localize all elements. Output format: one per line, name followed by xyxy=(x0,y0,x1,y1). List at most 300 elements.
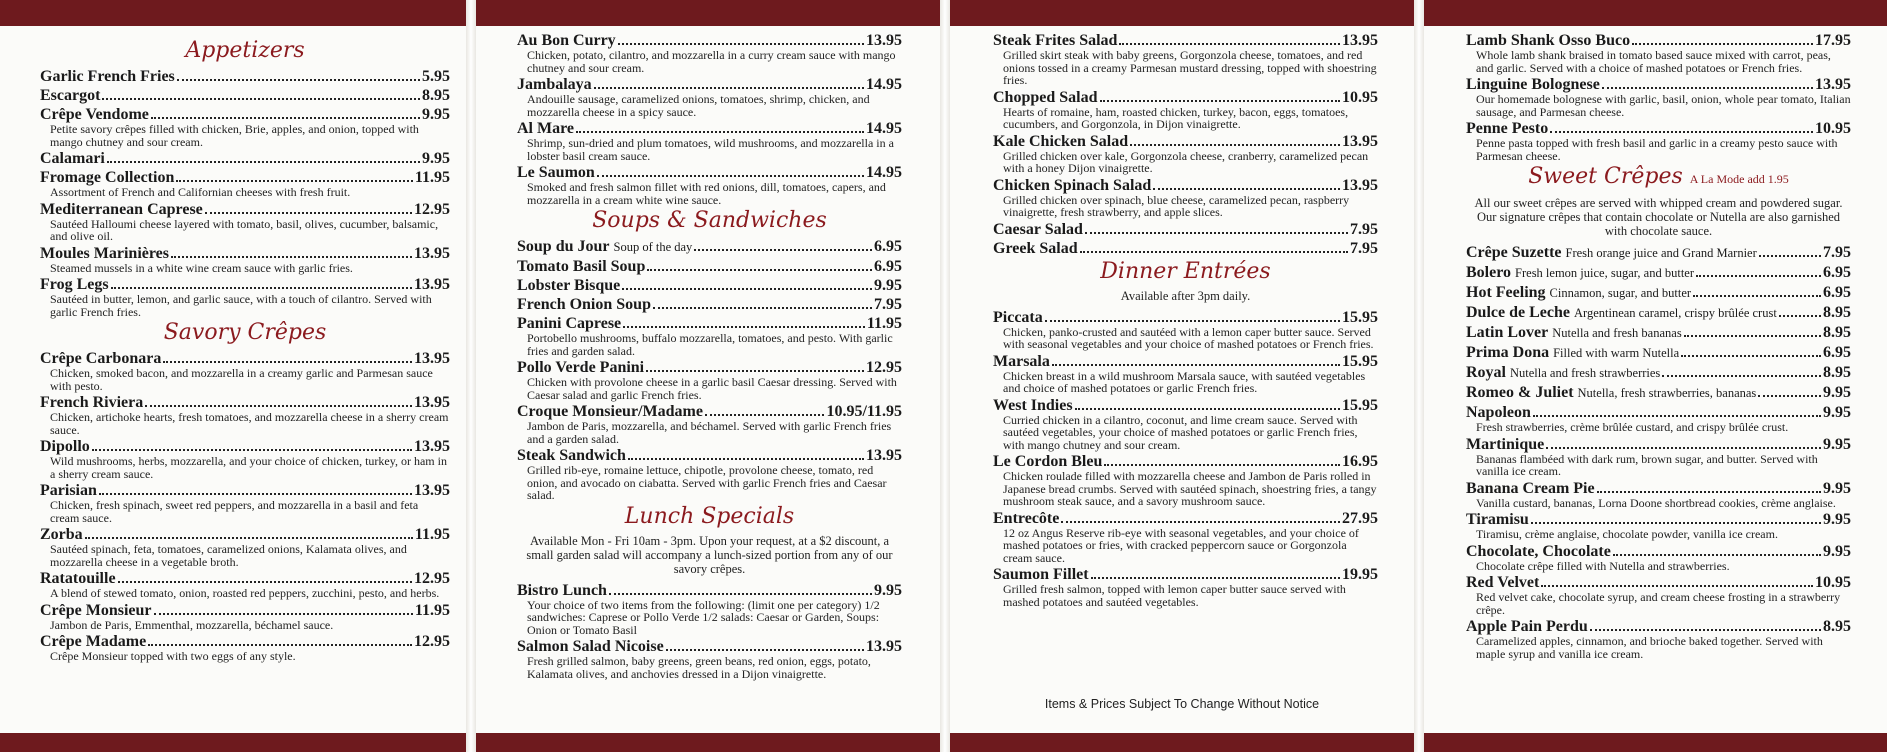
menu-item-row xyxy=(1466,76,1851,93)
item-name: Salmon Salad Nicoise xyxy=(517,638,664,655)
menu-section xyxy=(517,208,902,502)
item-name: Frog Legs xyxy=(40,276,109,293)
item-price: 13.95 xyxy=(414,438,450,455)
item-price: 8.95 xyxy=(1823,324,1851,341)
item-description: Shrimp, sun-dried and plum tomatoes, wild mushrooms, and mozzarella in a lobster basil cream sauce. xyxy=(527,136,894,163)
item-description: Grilled chicken over spinach, blue cheese, caramelized pecan, raspberry vinaigrette, fresh strawberry, and apple slices. xyxy=(1003,192,1350,219)
item-name: Martinique xyxy=(1466,435,1545,453)
item-price: 6.95 xyxy=(874,258,902,275)
menu-item-row xyxy=(40,150,450,167)
menu-item-calamari xyxy=(40,150,450,167)
menu-item-row xyxy=(40,87,450,104)
menu-item-moules-marinieres xyxy=(40,245,450,275)
dot-leader xyxy=(1684,335,1821,337)
item-price: 19.95 xyxy=(1342,566,1378,583)
menu-item-crepe-monsieur xyxy=(40,602,450,632)
menu-item-row xyxy=(40,570,450,587)
menu-item-row xyxy=(517,32,902,49)
menu-item-row xyxy=(1466,511,1851,528)
menu-item-row xyxy=(993,566,1378,583)
dot-leader xyxy=(597,175,864,177)
item-price: 5.95 xyxy=(422,68,450,85)
item-name: Croque Monsieur/Madame xyxy=(517,403,703,420)
item-name: Parisian xyxy=(40,482,97,499)
item-inline-description: Soup of the day xyxy=(613,240,693,254)
item-inline-description: Fresh lemon juice, sugar, and butter xyxy=(1515,266,1694,280)
item-description: Whole lamb shank braised in tomato based sauce mixed with carrot, peas, and garlic. Served with a choice of mashed potatoes or French fries. xyxy=(1476,48,1831,75)
dot-leader xyxy=(1085,232,1348,234)
item-description: Sautéed Halloumi cheese layered with tomato, basil, olives, cucumber, balsamic, and olive oil. xyxy=(50,216,439,243)
menu-item-prima-dona xyxy=(1466,344,1851,362)
menu-item-tiramisu xyxy=(1466,511,1851,541)
dot-leader xyxy=(107,161,420,163)
dot-leader xyxy=(622,288,872,290)
item-price: 9.95 xyxy=(1823,404,1851,421)
item-price: 14.95 xyxy=(866,164,902,181)
item-description: Fresh strawberries, crème brûlée custard, and crispy brûlée crust. xyxy=(1476,420,1789,434)
item-description: Grilled fresh salmon, topped with lemon caper butter sauce served with mashed potatoes and sautéed vegetables. xyxy=(1003,582,1346,609)
item-price: 9.95 xyxy=(874,581,902,599)
item-price: 13.95 xyxy=(1342,176,1378,194)
item-description: A blend of stewed tomato, onion, roasted red peppers, zucchini, pesto, and herbs. xyxy=(50,586,440,600)
menu-item-lamb-shank-osso-buco xyxy=(1466,32,1851,74)
item-price: 8.95 xyxy=(1823,618,1851,635)
item-description: Chicken breast in a wild mushroom Marsala sauce, with sautéed vegetables and choice of mashed potatoes or garlic French fries. xyxy=(1003,368,1366,395)
menu-item-le-cordon-bleu xyxy=(993,453,1378,508)
dot-leader xyxy=(1550,131,1813,133)
dot-leader xyxy=(163,361,412,363)
menu-item-greek-salad xyxy=(993,240,1378,257)
item-price: 12.95 xyxy=(866,359,902,376)
item-name: Escargot xyxy=(40,87,101,104)
menu-item-west-indies xyxy=(993,397,1378,452)
menu-item-caesar-salad xyxy=(993,221,1378,238)
menu-item-row xyxy=(1466,120,1851,137)
menu-item-row xyxy=(993,453,1378,470)
dot-leader xyxy=(148,644,412,646)
dot-leader xyxy=(1153,188,1340,190)
dot-leader xyxy=(705,414,825,416)
menu-item-row xyxy=(40,526,450,543)
item-price: 16.95 xyxy=(1342,453,1378,470)
dot-leader xyxy=(1104,464,1340,466)
item-name: Chicken Spinach Salad xyxy=(993,176,1152,194)
item-name: Al Mare xyxy=(517,120,575,137)
item-name: Red Velvet xyxy=(1466,574,1540,591)
menu-item-red-velvet xyxy=(1466,574,1851,616)
item-name: Dulce de Leche xyxy=(1466,304,1570,321)
menu-item-apple-pain-perdu xyxy=(1466,618,1851,660)
item-name: Crêpe Carbonara xyxy=(40,350,162,367)
item-description: 12 oz Angus Reserve rib-eye with seasonal vegetables, and your choice of mashed potatoes or fries, with cracked peppercorn sauce or Gorgonzola cream sauce. xyxy=(1003,525,1359,565)
item-description: Chicken, panko-crusted and sautéed with a lemon caper butter sauce. Served with seasonal vegetables and your choice of mashed potatoes or French fries. xyxy=(1003,324,1374,351)
item-name: Bistro Lunch xyxy=(517,581,607,599)
menu-item-row xyxy=(993,221,1378,238)
menu-item-chocolate-chocolate xyxy=(1466,543,1851,573)
item-name: Tomato Basil Soup xyxy=(517,258,646,275)
menu-item-hot-feeling xyxy=(1466,284,1851,302)
item-name: Chocolate, Chocolate xyxy=(1466,542,1611,560)
menu-item-row xyxy=(517,76,902,93)
dot-leader xyxy=(92,449,412,451)
item-price: 11.95 xyxy=(414,526,450,543)
dot-leader xyxy=(85,537,413,539)
item-price: 15.95 xyxy=(1342,352,1378,370)
menu-item-row xyxy=(517,403,902,420)
item-description: Caramelized apples, cinnamon, and brioche baked together. Served with maple syrup and vanilla ice cream. xyxy=(1476,634,1823,661)
menu-item-ratatouille xyxy=(40,570,450,600)
menu-item-steak-sandwich xyxy=(517,447,902,502)
menu-item-row xyxy=(1466,324,1851,342)
item-price: 8.95 xyxy=(1823,364,1851,381)
item-description: Sautéed spinach, feta, tomatoes, caramelized onions, Kalamata olives, and mozzarella cheese in a vegetable broth. xyxy=(50,542,407,569)
item-name: Crêpe Suzette xyxy=(1466,244,1562,261)
menu-item-banana-cream-pie xyxy=(1466,480,1851,510)
item-inline-description: Fresh orange juice and Grand Marnier xyxy=(1565,246,1757,260)
item-price: 7.95 xyxy=(1350,220,1378,238)
dot-leader xyxy=(576,131,864,133)
item-name: Tiramisu xyxy=(1466,511,1529,528)
item-name: Linguine Bolognese xyxy=(1466,76,1600,93)
item-name: Garlic French Fries xyxy=(40,68,175,85)
menu-section xyxy=(1466,164,1851,660)
item-price: 10.95 xyxy=(1815,574,1851,591)
menu-item-panini-caprese xyxy=(517,315,902,357)
dot-leader xyxy=(1541,585,1813,587)
item-name: Greek Salad xyxy=(993,239,1078,257)
dot-leader xyxy=(177,79,420,81)
item-name: Au Bon Curry xyxy=(517,32,616,49)
menu-section xyxy=(993,32,1378,257)
menu-panel-2 xyxy=(476,26,940,733)
menu-section xyxy=(40,38,450,318)
menu-item-piccata xyxy=(993,309,1378,351)
item-description: Andouille sausage, caramelized onions, tomatoes, shrimp, chicken, and mozzarella cheese in a spicy sauce. xyxy=(527,92,870,119)
item-inline-description: Nutella, fresh strawberries, bananas xyxy=(1577,386,1757,400)
item-price: 9.95 xyxy=(1823,511,1851,528)
section-note: All our sweet crêpes are served with whipped cream and powdered sugar. Our signature crêpes that contain chocolate or Nutella are also garnished with chocolate sauce. xyxy=(1474,196,1843,238)
item-price: 10.95/11.95 xyxy=(826,403,902,420)
section-title-text: Lunch Specials xyxy=(624,503,795,529)
section-title-text: Dinner Entrées xyxy=(1100,258,1271,284)
dot-leader xyxy=(1045,320,1340,322)
item-description: Vanilla custard, bananas, Lorna Doone shortbread cookies, crème anglaise. xyxy=(1476,495,1836,510)
item-price: 7.95 xyxy=(874,296,902,313)
menu-item-row xyxy=(1466,264,1851,282)
item-price: 13.95 xyxy=(414,244,450,262)
item-description: Assortment of French and Californian cheeses with fresh fruit. xyxy=(50,185,351,199)
menu-item-chopped-salad xyxy=(993,89,1378,131)
menu-item-row xyxy=(40,276,450,293)
item-description: Jambon de Paris, mozzarella, and béchamel. Served with garlic French fries and a garden salad. xyxy=(527,419,892,446)
item-name: Pollo Verde Panini xyxy=(517,359,645,376)
item-name: Soup du Jour xyxy=(517,238,610,255)
item-price: 11.95 xyxy=(414,601,450,619)
menu-item-mediterranean-caprese xyxy=(40,201,450,243)
section-title xyxy=(517,504,902,530)
menu-item-crepe-suzette xyxy=(1466,244,1851,262)
dot-leader xyxy=(111,287,412,289)
menu-item-row xyxy=(1466,284,1851,302)
item-description: Tiramisu, crème anglaise, chocolate powder, vanilla ice cream. xyxy=(1476,527,1778,541)
dot-leader xyxy=(1533,415,1821,417)
menu-item-row xyxy=(517,359,902,376)
menu-item-row xyxy=(1466,32,1851,49)
menu-item-row xyxy=(40,68,450,85)
menu-item-row xyxy=(40,633,450,650)
item-name: French Riviera xyxy=(40,394,144,411)
menu-item-row xyxy=(40,201,450,218)
menu-item-royal xyxy=(1466,364,1851,382)
dot-leader xyxy=(1091,577,1340,579)
dot-leader xyxy=(118,581,412,583)
item-description: Chicken, smoked bacon, and mozzarella in a creamy garlic and Parmesan sauce with pesto. xyxy=(50,366,433,393)
dot-leader xyxy=(653,307,872,309)
item-price: 14.95 xyxy=(866,76,902,93)
menu-item-marsala xyxy=(993,353,1378,395)
item-price: 7.95 xyxy=(1823,244,1851,261)
item-name: Banana Cream Pie xyxy=(1466,479,1595,497)
menu-item-row xyxy=(993,510,1378,527)
menu-item-salmon-salad-nicoise xyxy=(517,638,902,680)
dot-leader xyxy=(1052,364,1340,366)
menu-section xyxy=(993,259,1378,609)
item-description: Crêpe Monsieur topped with two eggs of any style. xyxy=(50,649,296,663)
menu-item-chicken-spinach-salad xyxy=(993,177,1378,219)
item-price: 9.95 xyxy=(422,106,450,123)
item-name: Dipollo xyxy=(40,438,90,455)
item-price: 13.95 xyxy=(1342,32,1378,49)
dot-leader xyxy=(609,593,872,595)
menu-item-entrecote xyxy=(993,510,1378,565)
item-price: 13.95 xyxy=(414,350,450,367)
dot-leader xyxy=(1602,87,1813,89)
item-name: Caesar Salad xyxy=(993,220,1083,238)
menu-item-row xyxy=(1466,404,1851,421)
section-subtitle: A La Mode add 1.95 xyxy=(1689,172,1789,186)
item-description: Chicken, potato, cilantro, and mozzarella in a curry cream sauce with mango chutney and sour cream. xyxy=(527,48,896,75)
dot-leader xyxy=(1119,43,1340,45)
section-title xyxy=(517,208,902,234)
section-title xyxy=(40,320,450,346)
item-description: Chicken with provolone cheese in a garlic basil Caesar dressing. Served with Caesar salad and garlic French fries. xyxy=(527,375,897,402)
menu-item-crepe-vendome xyxy=(40,106,450,148)
item-inline-description: Cinnamon, sugar, and butter xyxy=(1549,286,1692,300)
item-price: 9.95 xyxy=(874,277,902,294)
item-name: Crêpe Monsieur xyxy=(40,601,152,619)
item-price: 12.95 xyxy=(414,200,450,218)
menu-section xyxy=(517,32,902,206)
menu-item-row xyxy=(40,169,450,186)
dot-leader xyxy=(1100,100,1341,102)
item-name: Saumon Fillet xyxy=(993,566,1089,583)
menu-panel-3 xyxy=(950,26,1414,733)
item-price: 13.95 xyxy=(414,394,450,411)
menu-item-le-saumon xyxy=(517,164,902,206)
item-price: 27.95 xyxy=(1342,509,1378,527)
item-name: Prima Dona xyxy=(1466,344,1550,361)
item-name: Romeo & Juliet xyxy=(1466,384,1574,401)
menu-section xyxy=(1466,32,1851,162)
menu-item-crepe-madame xyxy=(40,633,450,663)
dot-leader xyxy=(1531,522,1821,524)
item-description: Grilled rib-eye, romaine lettuce, chipotle, provolone cheese, tomato, red onion, and avocado on ciabatta. Served with garlic French fries and Caesar salad. xyxy=(527,463,887,502)
item-inline-description: Argentinean caramel, crispy brûlée crust xyxy=(1573,306,1777,320)
item-description: Grilled skirt steak with baby greens, Gorgonzola cheese, tomatoes, and red onions tossed in a creamy Parmesan mustard dressing, topped with shoestring fries. xyxy=(1003,48,1377,87)
item-name: Steak Frites Salad xyxy=(993,32,1118,49)
menu-item-row xyxy=(1466,304,1851,322)
section-title-text: Soups & Sandwiches xyxy=(592,208,827,233)
item-name: Lobster Bisque xyxy=(517,277,621,294)
menu-item-penne-pesto xyxy=(1466,120,1851,162)
menu-item-row xyxy=(517,238,902,256)
item-inline-description: Nutella and fresh strawberries xyxy=(1510,366,1661,380)
item-price: 6.95 xyxy=(1823,284,1851,301)
item-price: 13.95 xyxy=(866,447,902,464)
menu-item-row xyxy=(993,397,1378,414)
item-name: Hot Feeling xyxy=(1466,284,1546,301)
dot-leader xyxy=(1632,43,1813,45)
menu-item-frog-legs xyxy=(40,276,450,318)
dot-leader xyxy=(1597,491,1821,493)
item-name: Fromage Collection xyxy=(40,169,175,186)
item-name: Crêpe Madame xyxy=(40,633,147,650)
menu-item-row xyxy=(1466,543,1851,560)
item-name: Moules Marinières xyxy=(40,244,170,262)
menu-item-linguine-bolognese xyxy=(1466,76,1851,118)
menu-item-row xyxy=(517,258,902,275)
item-price: 8.95 xyxy=(422,87,450,104)
dot-leader xyxy=(176,180,413,182)
menu-item-zorba xyxy=(40,526,450,568)
item-price: 9.95 xyxy=(422,150,450,167)
item-price: 13.95 xyxy=(1815,76,1851,93)
menu-item-saumon-fillet xyxy=(993,566,1378,608)
item-description: Jambon de Paris, Emmenthal, mozzarella, béchamel sauce. xyxy=(50,617,334,632)
menu-item-french-riviera xyxy=(40,394,450,436)
menu-item-dipollo xyxy=(40,438,450,480)
section-title xyxy=(1466,164,1851,192)
menu-item-row xyxy=(993,89,1378,106)
item-name: Apple Pain Perdu xyxy=(1466,618,1588,635)
dot-leader xyxy=(154,613,413,615)
section-note: Available Mon - Fri 10am - 3pm. Upon your request, at a $2 discount, a small garden salad will accompany a lunch-sized portion from any of our savory crêpes. xyxy=(526,533,893,576)
item-price: 15.95 xyxy=(1342,308,1378,326)
menu-panel-1 xyxy=(0,26,466,733)
menu-item-soup-du-jour xyxy=(517,238,902,256)
dot-leader xyxy=(694,249,872,251)
menu-item-row xyxy=(993,309,1378,326)
item-name: Zorba xyxy=(40,526,83,543)
fold-3 xyxy=(1414,0,1424,752)
item-price: 9.95 xyxy=(1823,384,1851,401)
item-price: 11.95 xyxy=(414,169,450,186)
item-name: Kale Chicken Salad xyxy=(993,132,1129,150)
dot-leader xyxy=(151,117,420,119)
menu-item-martinique xyxy=(1466,436,1851,478)
menu-item-pollo-verde-panini xyxy=(517,359,902,401)
menu-item-row xyxy=(993,240,1378,257)
menu-item-row xyxy=(517,296,902,313)
dot-leader xyxy=(646,370,864,372)
menu-item-row xyxy=(1466,618,1851,635)
item-price: 6.95 xyxy=(1823,344,1851,361)
item-name: Marsala xyxy=(993,352,1050,370)
menu-item-bolero xyxy=(1466,264,1851,282)
dot-leader xyxy=(205,212,412,214)
dot-leader xyxy=(1590,629,1821,631)
menu-item-row xyxy=(1466,244,1851,262)
dot-leader xyxy=(1696,275,1821,277)
item-name: Lamb Shank Osso Buco xyxy=(1466,32,1631,49)
menu-item-row xyxy=(517,315,902,332)
section-title xyxy=(993,259,1378,285)
menu-item-row xyxy=(993,32,1378,49)
menu-panel-4 xyxy=(1424,26,1887,733)
item-name: Latin Lover xyxy=(1466,324,1549,341)
menu-item-row xyxy=(40,350,450,367)
item-inline-description: Nutella and fresh bananas xyxy=(1552,326,1682,340)
menu-item-romeo-juliet xyxy=(1466,384,1851,402)
dot-leader xyxy=(1080,251,1348,253)
item-name: Le Cordon Bleu xyxy=(993,453,1103,470)
item-description: Fresh grilled salmon, baby greens, green beans, red onion, eggs, potato, Kalamata olives, and anchovies dressed in a Dijon vinaigrette. xyxy=(527,654,871,681)
item-price: 9.95 xyxy=(1823,479,1851,497)
item-name: Bolero xyxy=(1466,264,1512,281)
item-price: 12.95 xyxy=(414,570,450,587)
fold-1 xyxy=(466,0,476,752)
item-price: 13.95 xyxy=(414,482,450,499)
menu-item-row xyxy=(517,447,902,464)
menu-item-croque-monsieur-madame xyxy=(517,403,902,445)
item-name: Chopped Salad xyxy=(993,88,1098,106)
dot-leader xyxy=(1779,315,1821,317)
item-description: Sautéed in butter, lemon, and garlic sauce, with a touch of cilantro. Served with garlic French fries. xyxy=(50,292,432,319)
dot-leader xyxy=(1662,375,1821,377)
menu-item-dulce-de-leche xyxy=(1466,304,1851,322)
menu-item-crepe-carbonara xyxy=(40,350,450,392)
item-name: Crêpe Vendome xyxy=(40,106,149,123)
menu-item-row xyxy=(517,582,902,599)
item-description: Red velvet cake, chocolate syrup, and cream cheese frosting in a strawberry crêpe. xyxy=(1476,590,1841,617)
dot-leader xyxy=(145,405,412,407)
item-price: 9.95 xyxy=(1823,542,1851,560)
menu-item-french-onion-soup xyxy=(517,296,902,313)
item-price: 10.95 xyxy=(1342,88,1378,106)
dot-leader xyxy=(628,458,864,460)
item-price: 11.95 xyxy=(866,315,902,332)
item-description: Hearts of romaine, ham, roasted chicken, turkey, bacon, eggs, tomatoes, cucumbers, and Gorgonzola, in Dijon vinaigrette. xyxy=(1003,104,1349,131)
menu-item-lobster-bisque xyxy=(517,277,902,294)
item-description: Your choice of two items from the following: (limit one per category) 1/2 sandwiches: Caprese or Pollo Verde 1/2 salads: Caesar or Garden, Soups: Onion or Tomato Basil xyxy=(527,597,880,637)
item-name: Le Saumon xyxy=(517,164,595,181)
menu-item-row xyxy=(40,438,450,455)
section-title xyxy=(40,38,450,64)
item-description: Chicken, fresh spinach, sweet red peppers, and mozzarella in a basil and feta cream sauce. xyxy=(50,498,419,525)
menu-item-tomato-basil-soup xyxy=(517,258,902,275)
menu-item-escargot xyxy=(40,87,450,104)
item-description: Chicken roulade filled with mozzarella cheese and Jambon de Paris rolled in Japanese bread crumbs. Served with sautéed spinach, shoestring fries, a tangy mushroom steak sauce, and a savory mushroom sauce. xyxy=(1003,469,1377,508)
menu-item-row xyxy=(517,120,902,137)
menu-item-row xyxy=(993,177,1378,194)
item-description: Our homemade bolognese with garlic, basil, onion, whole pear tomato, Italian sausage, and Parmesan cheese. xyxy=(1476,92,1851,119)
item-name: Calamari xyxy=(40,150,105,167)
menu-item-row xyxy=(993,353,1378,370)
item-description: Penne pasta topped with fresh basil and garlic in a creamy pesto sauce with Parmesan cheese. xyxy=(1476,136,1838,163)
menu-item-row xyxy=(40,106,450,123)
item-price: 15.95 xyxy=(1342,396,1378,414)
menu-item-row xyxy=(1466,436,1851,453)
